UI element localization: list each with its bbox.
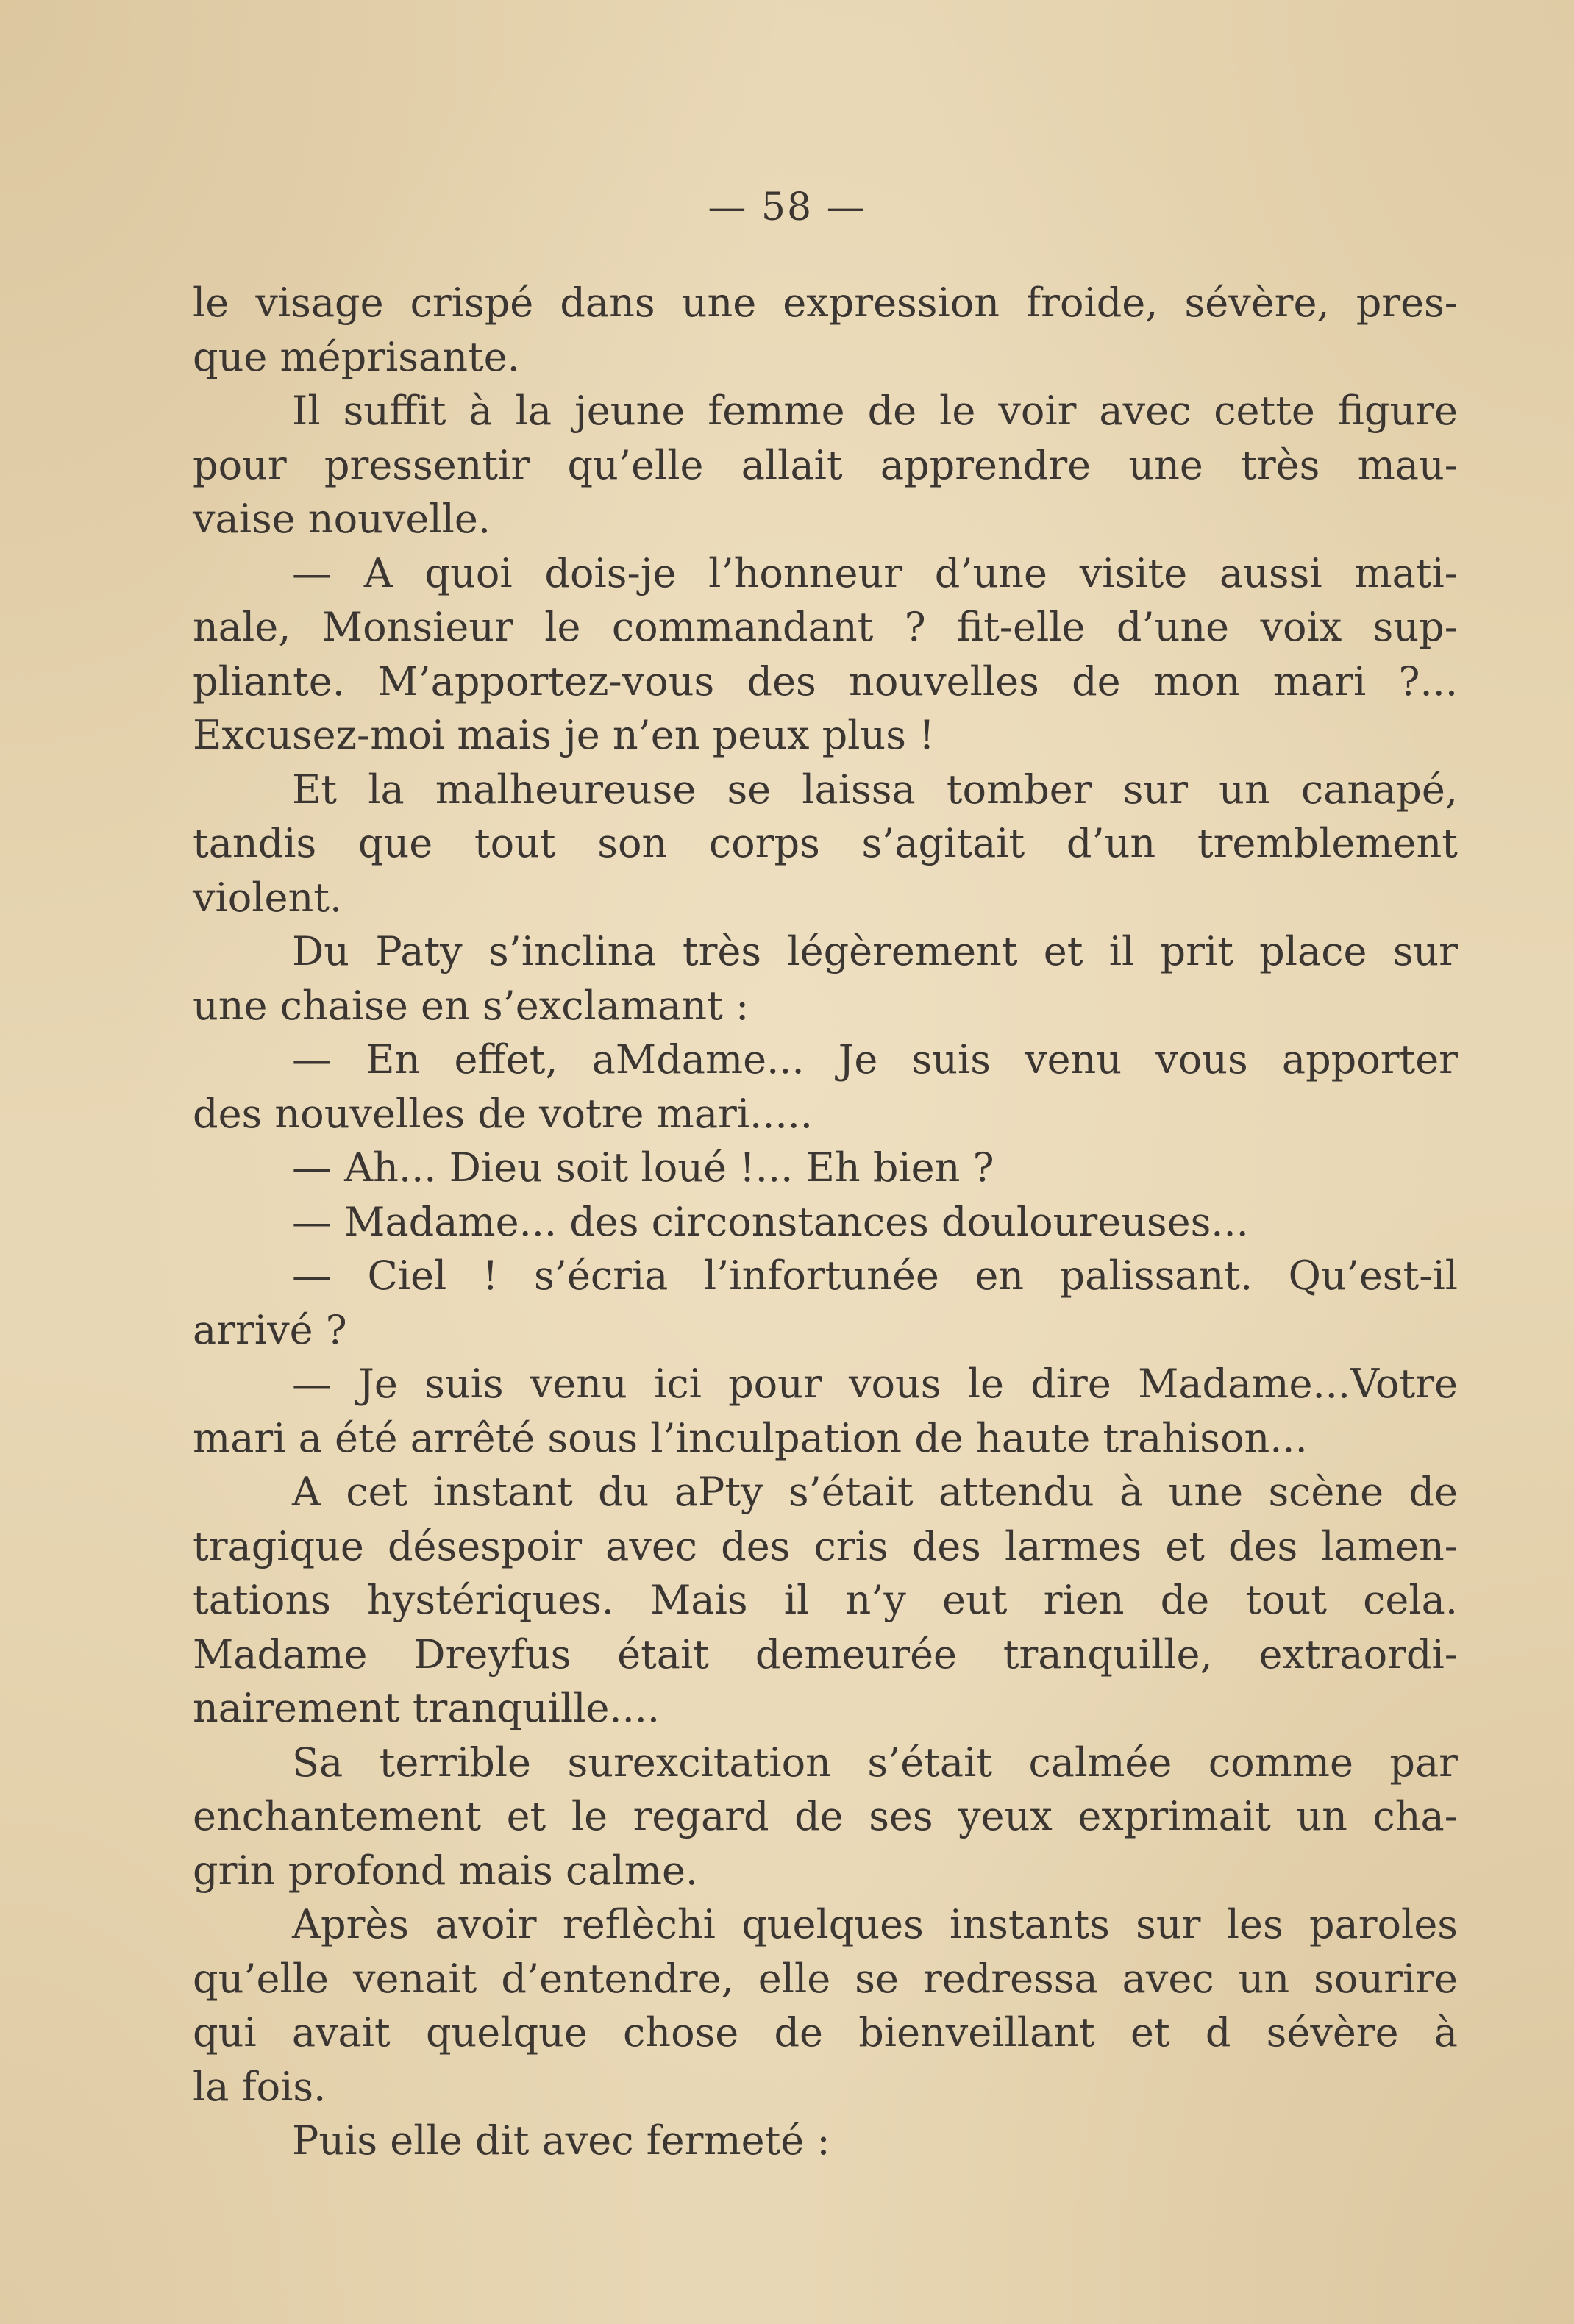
text-line: vaise nouvelle. xyxy=(193,496,491,542)
text-line: le visage crispé dans une expression froide, sévère, pres- xyxy=(193,279,1458,326)
text-line: pour pressentir qu’elle allait apprendre une très mau- xyxy=(193,441,1458,488)
text-line: A cet instant du aPty s’était attendu à une scène de xyxy=(292,1469,1458,1515)
text-line: la fois. xyxy=(193,2063,327,2110)
text-line: tations hystériques. Mais il n’y eut rien de tout cela. xyxy=(193,1577,1458,1623)
text-line: — En effet, aMdame... Je suis venu vous apporter xyxy=(292,1036,1458,1083)
text-line: tragique désespoir avec des cris des larmes et des lamen- xyxy=(193,1522,1458,1569)
text-line: — Ciel ! s’écria l’infortunée en palissant. Qu’est-il xyxy=(292,1252,1458,1299)
text-line: des nouvelles de votre mari..... xyxy=(193,1090,813,1137)
text-line: qui avait quelque chose de bienveillant et d sévère à xyxy=(193,2009,1458,2056)
text-line: Excusez-moi mais je n’en peux plus ! xyxy=(193,712,935,758)
text-line: Et la malheureuse se laissa tomber sur un canapé, xyxy=(292,766,1458,813)
text-line: — Madame... des circonstances douloureuses... xyxy=(292,1198,1249,1245)
text-line: — Je suis venu ici pour vous le dire Madame...Votre xyxy=(292,1361,1458,1407)
text-line: qu’elle venait d’entendre, elle se redressa avec un sourire xyxy=(193,1955,1458,2002)
text-line: nairement tranquille.... xyxy=(193,1685,660,1731)
text-line: Du Paty s’inclina très légèrement et il prit place sur xyxy=(292,928,1458,974)
text-line: Sa terrible surexcitation s’était calmée comme par xyxy=(292,1739,1458,1786)
text-line: violent. xyxy=(193,874,343,921)
text-line: grin profond mais calme. xyxy=(193,1847,699,1894)
text-line: Puis elle dit avec fermeté : xyxy=(292,2117,830,2164)
page-number: — 58 — xyxy=(708,185,866,229)
text-line: — Ah... Dieu soit loué !... Eh bien ? xyxy=(292,1144,994,1191)
text-line: arrivé ? xyxy=(193,1306,347,1353)
text-line: nale, Monsieur le commandant ? fit-elle d’une voix sup- xyxy=(193,604,1458,650)
text-line: — A quoi dois-je l’honneur d’une visite aussi mati- xyxy=(292,549,1458,596)
text-line: Après avoir reflèchi quelques instants sur les paroles xyxy=(292,1901,1458,1947)
text-line: que méprisante. xyxy=(193,333,520,380)
text-line: enchantement et le regard de ses yeux exprimait un cha- xyxy=(193,1793,1458,1839)
text-line: tandis que tout son corps s’agitait d’un tremblement xyxy=(193,820,1458,866)
text-line: pliante. M’apportez-vous des nouvelles de mon mari ?... xyxy=(193,657,1458,705)
text-line: Madame Dreyfus était demeurée tranquille, extraordi- xyxy=(193,1630,1458,1678)
text-line: mari a été arrêté sous l’inculpation de haute trahison... xyxy=(193,1414,1308,1461)
text-line: Il suffit à la jeune femme de le voir avec cette figure xyxy=(292,388,1458,434)
page-text xyxy=(193,276,1458,2168)
text-line: une chaise en s’exclamant : xyxy=(193,982,749,1029)
